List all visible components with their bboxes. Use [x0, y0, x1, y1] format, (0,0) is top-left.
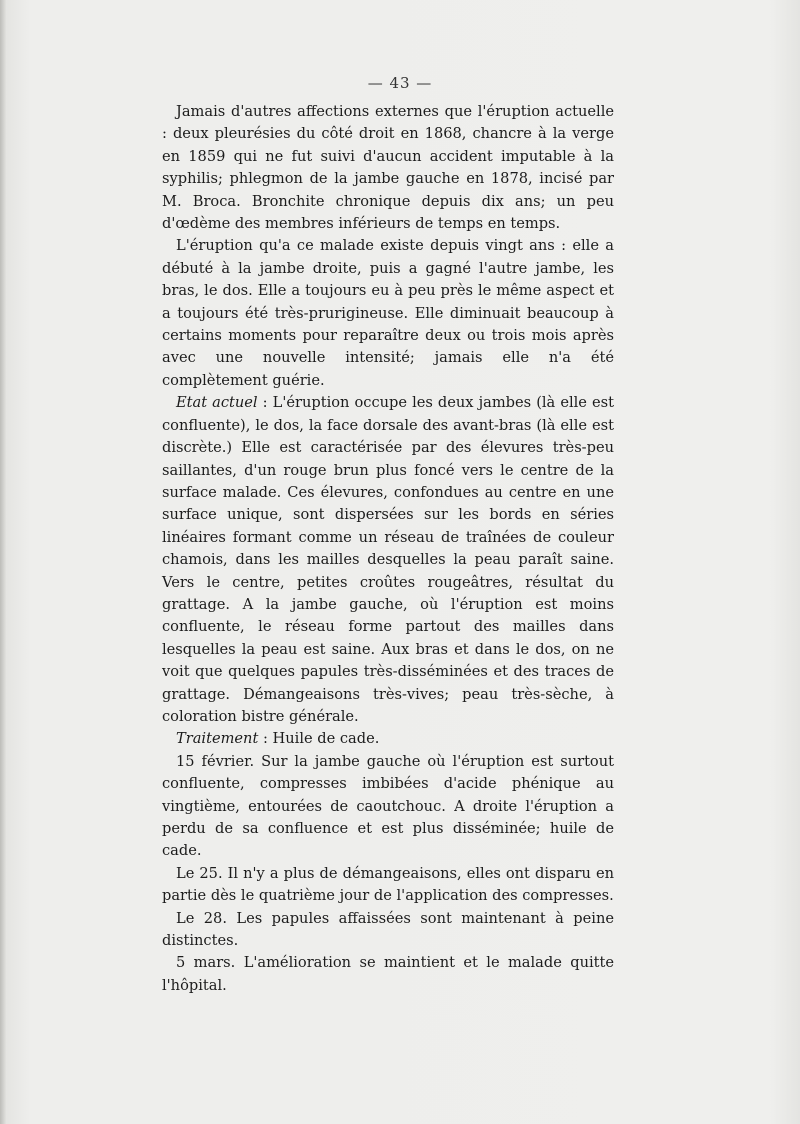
page-number: — 43 —	[367, 74, 433, 92]
paragraph-treatment	[162, 728, 614, 750]
page-binding-edge	[0, 0, 6, 1124]
paragraph-text: : Huile de cade.	[258, 730, 380, 748]
paragraph-current-state	[162, 392, 614, 728]
paragraph-day-25	[162, 863, 614, 908]
paragraph-text: Le 25. Il n'y a plus de démangeaisons, elles ont disparu en partie dès le quatrième jour de l'application des compresses.	[162, 864, 614, 905]
paragraph-march-5	[162, 952, 614, 997]
paragraph-text: L'éruption qu'a ce malade existe depuis vingt ans : elle a débuté à la jambe droite, puis a gagné l'autre jambe, les bras, le dos. Elle a toujours eu à peu près le même aspect et a toujours été très-prurigineuse. Elle diminuait beaucoup à certains moments pour reparaître deux ou trois mois après avec une nouvelle intensité; jamais elle n'a été complètement guérie.	[162, 237, 614, 389]
paragraph-text: Le 28. Les papules affaissées sont maintenant à peine distinctes.	[162, 909, 614, 950]
paragraph-feb-15	[162, 751, 614, 863]
paragraph-lead: Etat actuel	[176, 394, 258, 412]
paragraph-history	[162, 235, 614, 392]
paragraph-text: 5 mars. L'amélioration se maintient et le malade quitte l'hôpital.	[162, 954, 614, 994]
paragraph-text: : L'éruption occupe les deux jambes (là elle est confluente), le dos, la face dorsale des avant-bras (là elle est discrète.) Elle est caractérisée par des élevures très-peu saillantes, d'un rouge brun plus foncé vers le centre de la surface malade. Ces élevures, confondues au centre en une surface unique, sont dispersées sur les bords en séries linéaires formant comme un réseau de traînées de couleur chamois, dans les mailles desquelles la peau paraît saine. Vers le centre, petites croûtes rougeâtres, résultat du grattage. A la jambe gauche, où l'éruption est moins confluente, le réseau forme partout des mailles dans lesquelles la peau est saine. Aux bras et dans le dos, on ne voit que quelques papules très-disséminées et des traces de grattage. Démangeaisons très-vives; peau très-sèche, à coloration bistre générale.	[162, 394, 614, 725]
body-text	[162, 101, 614, 997]
paragraph-lead: Traitement	[176, 730, 259, 748]
paragraph-text: Jamais d'autres affections externes que l'éruption actuelle : deux pleurésies du côté droit en 1868, chancre à la verge en 1859 qui ne fut suivi d'aucun accident imputable à la syphilis; phlegmon de la jambe gauche en 1878, incisé par M. Broca. Bronchite chronique depuis dix ans; un peu d'œdème des membres inférieurs de temps en temps.	[162, 103, 614, 233]
paragraph-text: 15 février. Sur la jambe gauche où l'éruption est surtout confluente, compresses imbibées d'acide phénique au vingtième, entourées de caoutchouc. A droite l'éruption a perdu de sa confluence et est plus disséminée; huile de cade.	[162, 752, 614, 860]
paragraph-antecedents	[162, 101, 614, 235]
paragraph-day-28	[162, 908, 614, 953]
